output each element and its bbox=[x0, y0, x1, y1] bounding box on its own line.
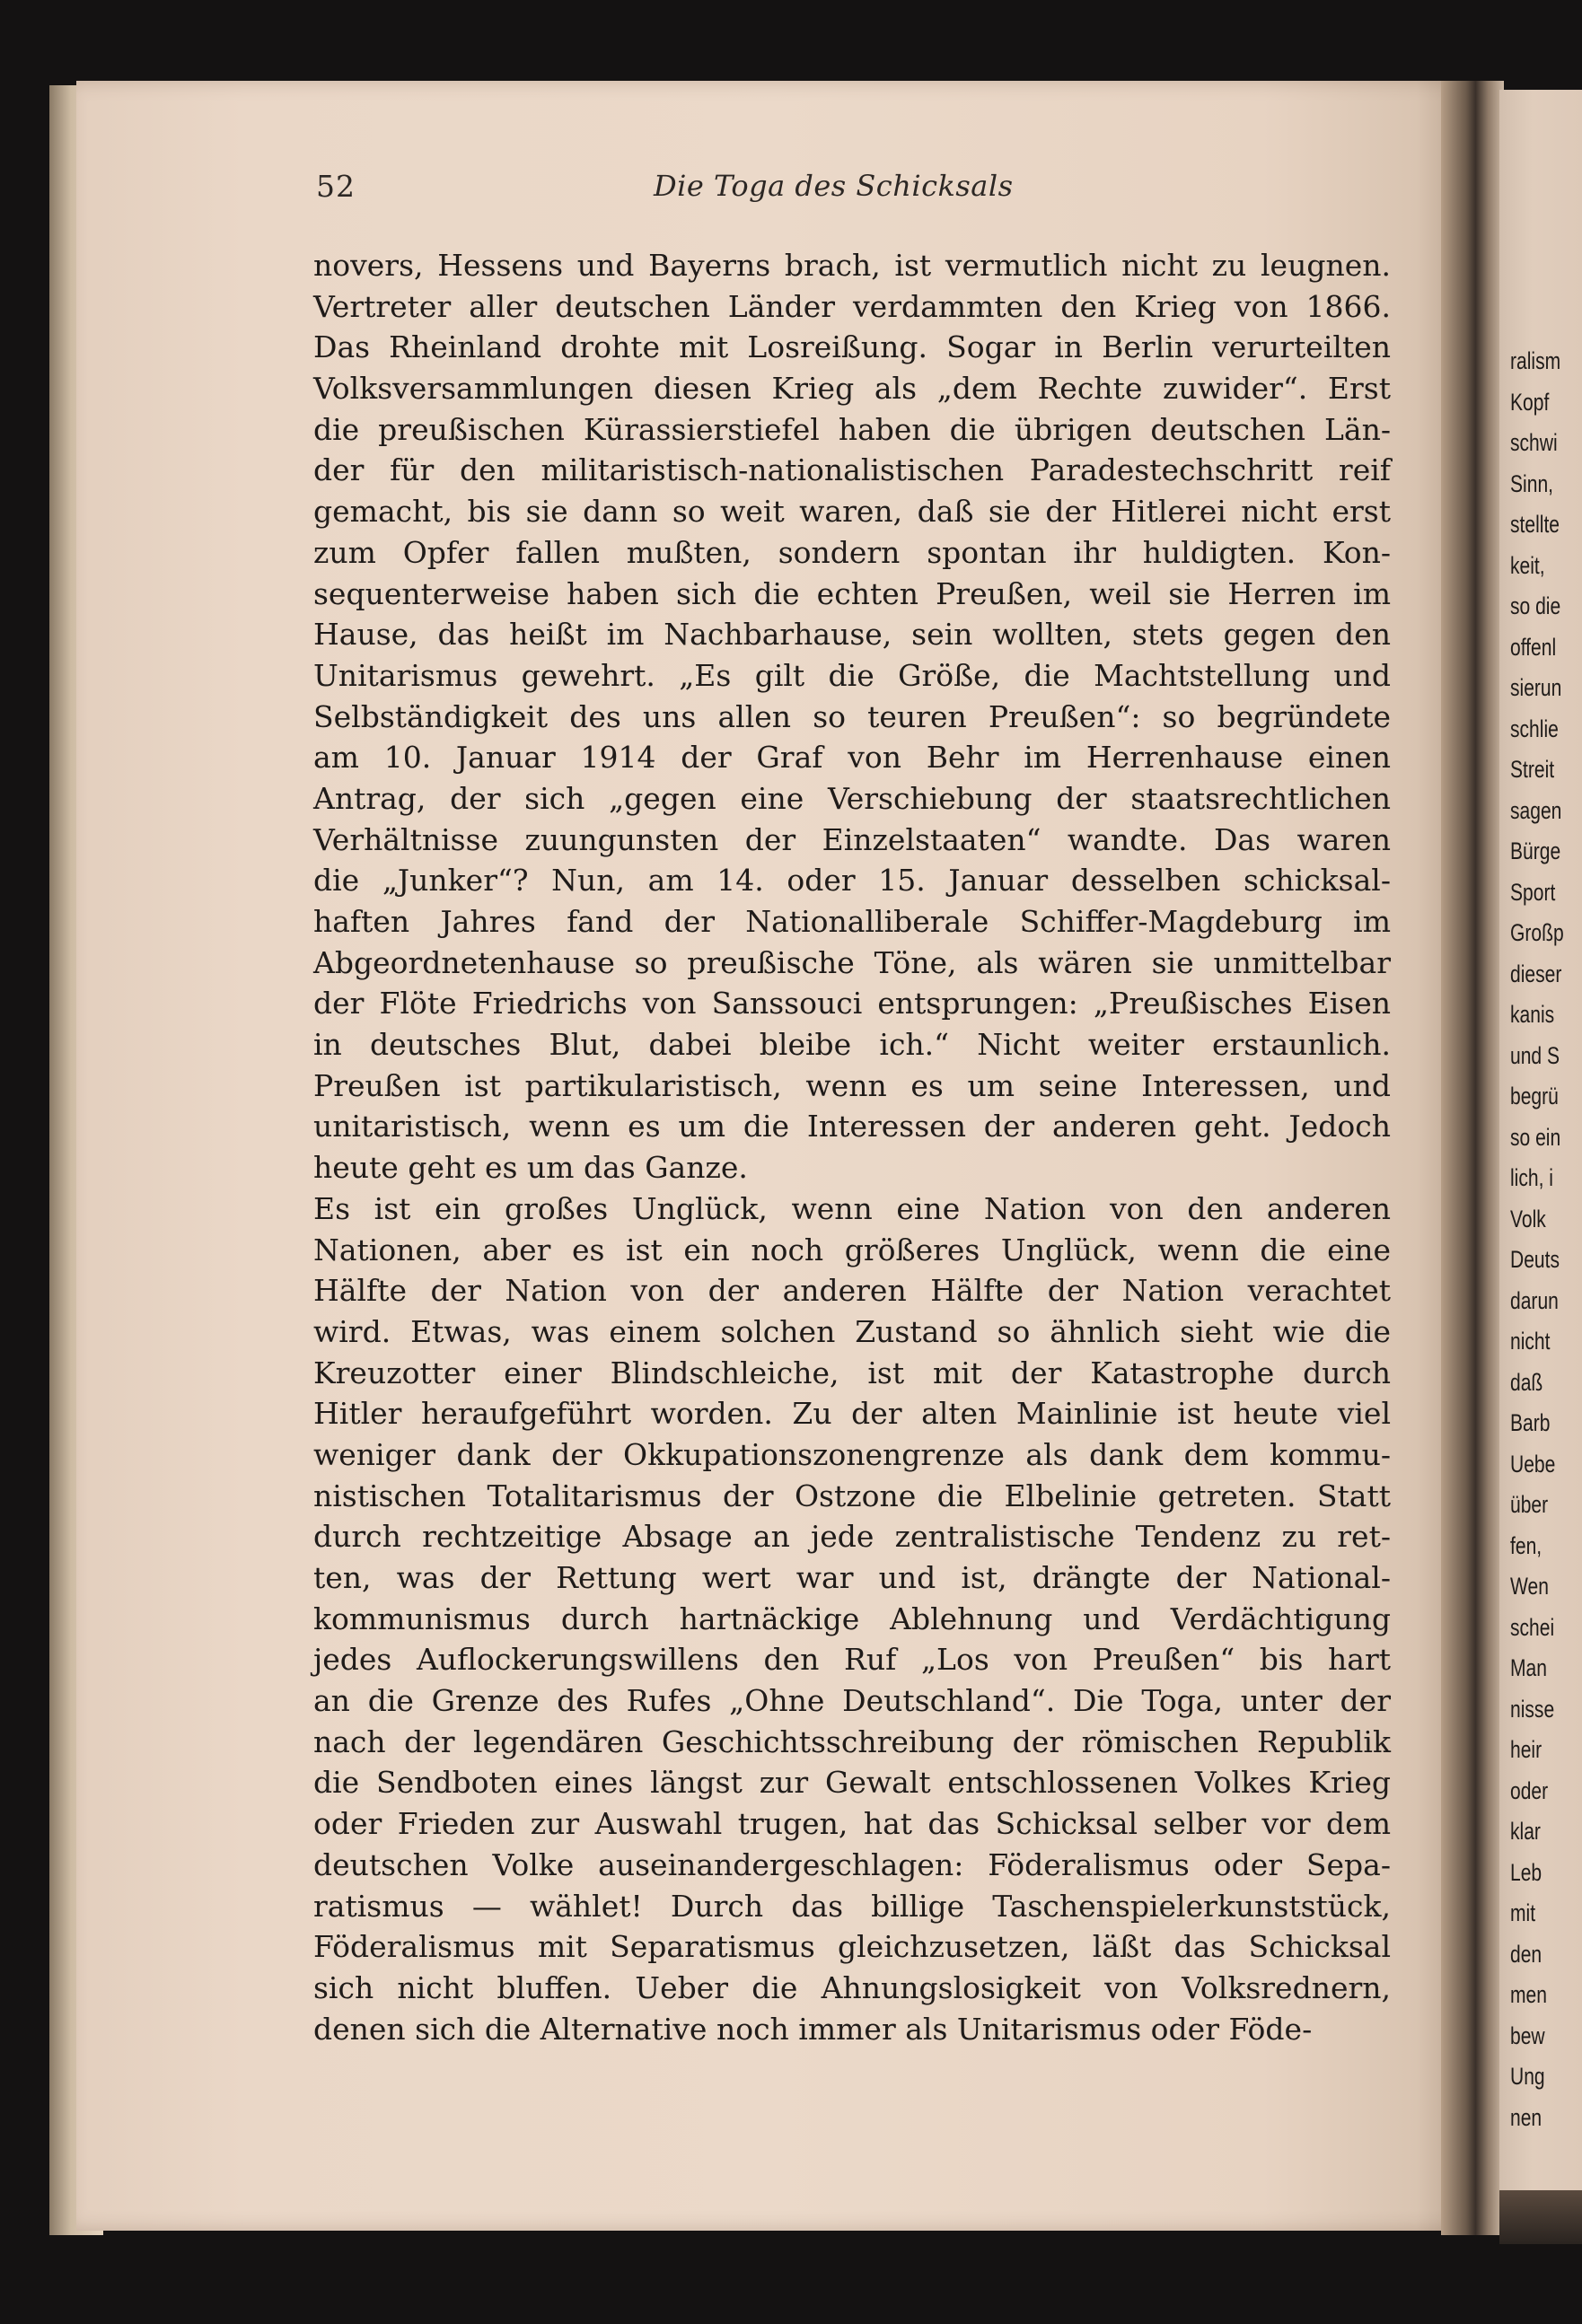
right-page-line: daß bbox=[1510, 1368, 1543, 1396]
right-page-line: Uebe bbox=[1510, 1450, 1556, 1478]
right-page-line: Volk bbox=[1510, 1205, 1546, 1232]
right-page-line: schlie bbox=[1510, 715, 1559, 742]
text-line: Verhältnisse zuungunsten der Einzelstaaten“ wandte. Das waren bbox=[313, 821, 1391, 857]
right-page-line: Ung bbox=[1510, 2063, 1545, 2090]
text-line: der Flöte Friedrichs von Sanssouci entsprungen: „Preußisches Eisen bbox=[313, 986, 1391, 1022]
right-page-line: mit bbox=[1510, 1899, 1536, 1926]
right-page-line: Deuts bbox=[1510, 1246, 1560, 1273]
right-page-line: Man bbox=[1510, 1654, 1547, 1681]
text-line: weniger dank der Okkupationszonengrenze als dank dem kommu- bbox=[313, 1436, 1391, 1472]
right-page-line: bew bbox=[1510, 2021, 1545, 2049]
text-line: nach der legendären Geschichtsschreibung der römischen Republik bbox=[313, 1723, 1391, 1759]
right-page-line: keit, bbox=[1510, 551, 1545, 579]
right-page-line: schei bbox=[1510, 1613, 1555, 1641]
text-line: Hälfte der Nation von der anderen Hälfte der Nation verachtet bbox=[313, 1273, 1391, 1309]
text-line: die preußischen Kürassierstiefel haben die übrigen deutschen Län- bbox=[313, 411, 1391, 447]
text-line: gemacht, bis sie dann so weit waren, daß sie der Hitlerei nicht erst bbox=[313, 494, 1391, 530]
right-page-line: Bürge bbox=[1510, 838, 1561, 864]
right-page-line: Leb bbox=[1510, 1858, 1542, 1886]
text-line: unitaristisch, wenn es um die Interessen der anderen geht. Jedoch bbox=[313, 1109, 1391, 1144]
right-page-line: sierun bbox=[1510, 674, 1562, 701]
right-page-line: kanis bbox=[1510, 1001, 1555, 1028]
text-line: jedes Auflockerungswillens den Ruf „Los von Preußen“ bis hart bbox=[313, 1642, 1391, 1678]
right-page-shadow bbox=[1499, 2190, 1582, 2244]
text-line: oder Frieden zur Auswahl trugen, hat das Schicksal selber vor dem bbox=[313, 1806, 1391, 1842]
book-gutter bbox=[1441, 81, 1504, 2235]
right-page-line: Wen bbox=[1510, 1573, 1549, 1600]
right-page-line: Sinn, bbox=[1510, 469, 1554, 497]
text-line: Unitarismus gewehrt. „Es gilt die Größe, die Machtstellung und bbox=[313, 657, 1391, 693]
text-line: denen sich die Alternative noch immer als Unitarismus oder Föde- bbox=[313, 2011, 1313, 2047]
text-line: Selbständigkeit des uns allen so teuren Preußen“: so begründete bbox=[313, 698, 1391, 734]
right-page-line: schwi bbox=[1510, 429, 1558, 456]
text-line: Vertreter aller deutschen Länder verdammten den Krieg von 1866. bbox=[313, 288, 1391, 324]
text-line: Nationen, aber es ist ein noch größeres Unglück, wenn die eine bbox=[313, 1232, 1391, 1267]
right-page-line: nicht bbox=[1510, 1328, 1551, 1355]
page-header bbox=[314, 169, 1392, 214]
right-page-line: lich, i bbox=[1510, 1164, 1553, 1191]
text-line: heute geht es um das Ganze. bbox=[313, 1150, 748, 1186]
body-text bbox=[313, 245, 1391, 2049]
running-title: Die Toga des Schicksals bbox=[654, 169, 1014, 203]
text-line: Hause, das heißt im Nachbarhause, sein wollten, stets gegen den bbox=[313, 617, 1391, 653]
right-page-line: oder bbox=[1510, 1776, 1549, 1804]
text-line: ratismus — wählet! Durch das billige Taschenspielerkunststück, bbox=[313, 1888, 1391, 1924]
text-line: ten, was der Rettung wert war und ist, drängte der National- bbox=[313, 1560, 1391, 1595]
text-line: kommunismus durch hartnäckige Ablehnung und Verdächtigung bbox=[313, 1600, 1391, 1636]
right-page-line: so die bbox=[1510, 592, 1561, 619]
text-line: Hitler heraufgeführt worden. Zu der alten Mainlinie ist heute viel bbox=[313, 1396, 1391, 1432]
text-line: Kreuzotter einer Blindschleiche, ist mit der Katastrophe durch bbox=[313, 1355, 1391, 1390]
right-page-line: begrü bbox=[1510, 1083, 1559, 1109]
right-page-line: nen bbox=[1510, 2103, 1542, 2131]
right-page-line: nisse bbox=[1510, 1695, 1555, 1723]
text-line: Es ist ein großes Unglück, wenn eine Nation von den anderen bbox=[313, 1190, 1391, 1226]
text-line: sich nicht bluffen. Ueber die Ahnungslosigkeit von Volksrednern, bbox=[313, 1969, 1391, 2005]
right-page-line: und S bbox=[1510, 1041, 1560, 1069]
right-page-line: men bbox=[1510, 1981, 1547, 2008]
text-line: am 10. Januar 1914 der Graf von Behr im Herrenhause einen bbox=[313, 740, 1391, 776]
right-page-line: Großp bbox=[1510, 919, 1564, 946]
right-page-line: Streit bbox=[1510, 756, 1555, 783]
text-line: deutschen Volke auseinandergeschlagen: Föderalismus oder Sepa- bbox=[313, 1846, 1391, 1882]
right-page-text bbox=[1510, 341, 1582, 2138]
text-line: die „Junker“? Nun, am 14. oder 15. Januar desselben schicksal- bbox=[313, 863, 1391, 899]
text-line: Föderalismus mit Separatismus gleichzusetzen, läßt das Schicksal bbox=[313, 1929, 1391, 1965]
right-page-line: ralism bbox=[1510, 347, 1561, 374]
text-line: Volksversammlungen diesen Krieg als „dem Rechte zuwider“. Erst bbox=[313, 371, 1391, 407]
text-line: der für den militaristisch-nationalistischen Paradestechschritt reif bbox=[313, 452, 1391, 488]
text-line: wird. Etwas, was einem solchen Zustand so ähnlich sieht wie die bbox=[313, 1313, 1391, 1349]
text-line: sequenterweise haben sich die echten Preußen, weil sie Herren im bbox=[313, 575, 1391, 611]
right-page-line: über bbox=[1510, 1491, 1549, 1518]
text-line: in deutsches Blut, dabei bleibe ich.“ Nicht weiter erstaunlich. bbox=[313, 1027, 1391, 1063]
right-page-line: Barb bbox=[1510, 1409, 1551, 1436]
text-line: an die Grenze des Rufes „Ohne Deutschland“. Die Toga, unter der bbox=[313, 1683, 1391, 1719]
text-line: die Sendboten eines längst zur Gewalt entschlossenen Volkes Krieg bbox=[313, 1765, 1391, 1801]
right-page-line: sagen bbox=[1510, 796, 1562, 824]
right-page-line: offenl bbox=[1510, 633, 1557, 661]
right-page-line: darun bbox=[1510, 1286, 1559, 1314]
text-line: novers, Hessens und Bayerns brach, ist vermutlich nicht zu leugnen. bbox=[313, 248, 1391, 283]
right-page-fragment bbox=[1499, 90, 1582, 2208]
right-page-line: Sport bbox=[1510, 878, 1556, 906]
right-page-line: den bbox=[1510, 1940, 1542, 1968]
right-page-line: fen, bbox=[1510, 1531, 1542, 1559]
text-line: zum Opfer fallen mußten, sondern spontan ihr huldigten. Kon- bbox=[313, 534, 1391, 570]
right-page-line: dieser bbox=[1510, 960, 1562, 987]
text-line: nistischen Totalitarismus der Ostzone die Elbelinie getreten. Statt bbox=[313, 1478, 1391, 1513]
text-line: haften Jahres fand der Nationalliberale Schiffer-Magdeburg im bbox=[313, 904, 1391, 939]
text-line: Abgeordnetenhause so preußische Töne, als wären sie unmittelbar bbox=[313, 944, 1391, 980]
right-page-line: heir bbox=[1510, 1736, 1542, 1763]
right-page-line: so ein bbox=[1510, 1123, 1561, 1151]
right-page-line: stellte bbox=[1510, 511, 1560, 538]
text-line: durch rechtzeitige Absage an jede zentralistische Tendenz zu ret- bbox=[313, 1519, 1391, 1555]
right-page-line: Kopf bbox=[1510, 388, 1550, 416]
text-line: Antrag, der sich „gegen eine Verschiebung der staatsrechtlichen bbox=[313, 780, 1391, 816]
text-line: Das Rheinland drohte mit Losreißung. Sogar in Berlin verurteilten bbox=[313, 329, 1391, 365]
text-line: Preußen ist partikularistisch, wenn es um seine Interessen, und bbox=[313, 1067, 1391, 1103]
right-page-line: klar bbox=[1510, 1818, 1541, 1845]
page-number: 52 bbox=[316, 169, 356, 204]
